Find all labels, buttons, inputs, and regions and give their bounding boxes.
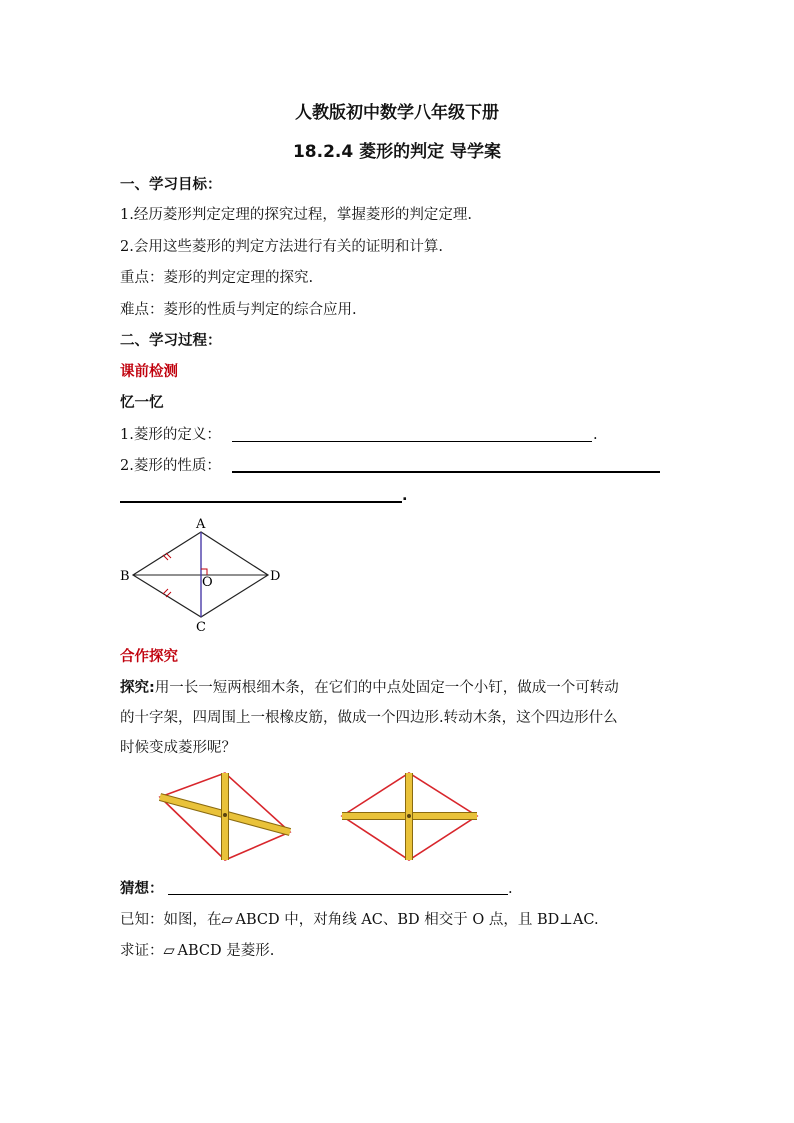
question-1-label: 1.菱形的定义： <box>120 427 221 443</box>
vertex-label-c: C <box>196 620 206 635</box>
recall-heading: 忆一忆 <box>120 395 164 411</box>
given-body: ABCD 中，对角线 AC、BD 相交于 O 点，且 BD⊥AC. <box>235 912 599 928</box>
question-1-end: . <box>593 427 598 443</box>
pre-check-heading: 课前检测 <box>120 364 178 380</box>
given-prefix: 已知：如图，在 <box>120 912 222 928</box>
question-2-end: . <box>402 488 408 504</box>
answer-blank-1[interactable] <box>232 441 592 442</box>
conjecture-blank[interactable] <box>168 894 508 895</box>
explore-text-1: 用一长一短两根细木条，在它们的中点处固定一个小钉，做成一个可转动 <box>154 680 619 696</box>
answer-blank-2b[interactable] <box>120 501 402 503</box>
explore-label: 探究: <box>120 680 155 696</box>
cooperate-heading: 合作探究 <box>120 649 178 665</box>
pivot-nail <box>407 814 411 818</box>
page-subtitle: 18.2.4 菱形的判定 导学案 <box>292 142 502 162</box>
vertex-label-b: B <box>120 569 130 584</box>
explore-line-2: 的十字架，四周围上一根橡皮筋，做成一个四边形.转动木条，这个四边形什么 <box>120 710 618 726</box>
conjecture-label: 猜想： <box>120 881 164 897</box>
section-heading-goals: 一、学习目标： <box>120 177 222 193</box>
goal-2: 2.会用这些菱形的判定方法进行有关的证明和计算. <box>120 239 443 255</box>
parallelogram-symbol: ▱ <box>221 912 233 928</box>
rhombus-sticks-figure <box>338 770 482 866</box>
tick-mark-bc-1 <box>163 589 168 594</box>
key-point: 重点：菱形的判定定理的探究. <box>120 270 314 286</box>
page-title: 人教版初中数学八年级下册 <box>295 103 499 123</box>
section-heading-process: 二、学习过程： <box>120 333 222 349</box>
answer-blank-2a[interactable] <box>232 471 660 473</box>
crossed-sticks-figure <box>152 770 302 866</box>
conjecture-end: . <box>508 881 513 897</box>
tick-mark-ab-2 <box>166 553 171 558</box>
goal-1: 1.经历菱形判定定理的探究过程，掌握菱形的判定定理. <box>120 207 472 223</box>
explore-line-3: 时候变成菱形呢？ <box>120 740 236 756</box>
rhombus-figure <box>118 514 288 634</box>
vertex-label-d: D <box>270 569 281 584</box>
parallelogram-symbol: ▱ <box>163 943 175 959</box>
prove-prefix: 求证： <box>120 943 164 959</box>
vertex-label-a: A <box>196 517 206 532</box>
prove-statement <box>120 941 274 961</box>
prove-body: ABCD 是菱形. <box>177 943 275 959</box>
question-2-label: 2.菱形的性质： <box>120 458 221 474</box>
pivot-nail <box>223 813 227 817</box>
difficulty: 难点：菱形的性质与判定的综合应用. <box>120 302 357 318</box>
center-label-o: O <box>202 575 213 590</box>
given-statement <box>120 910 599 930</box>
explore-line-1 <box>120 678 619 698</box>
tick-mark-ab-1 <box>163 555 168 560</box>
